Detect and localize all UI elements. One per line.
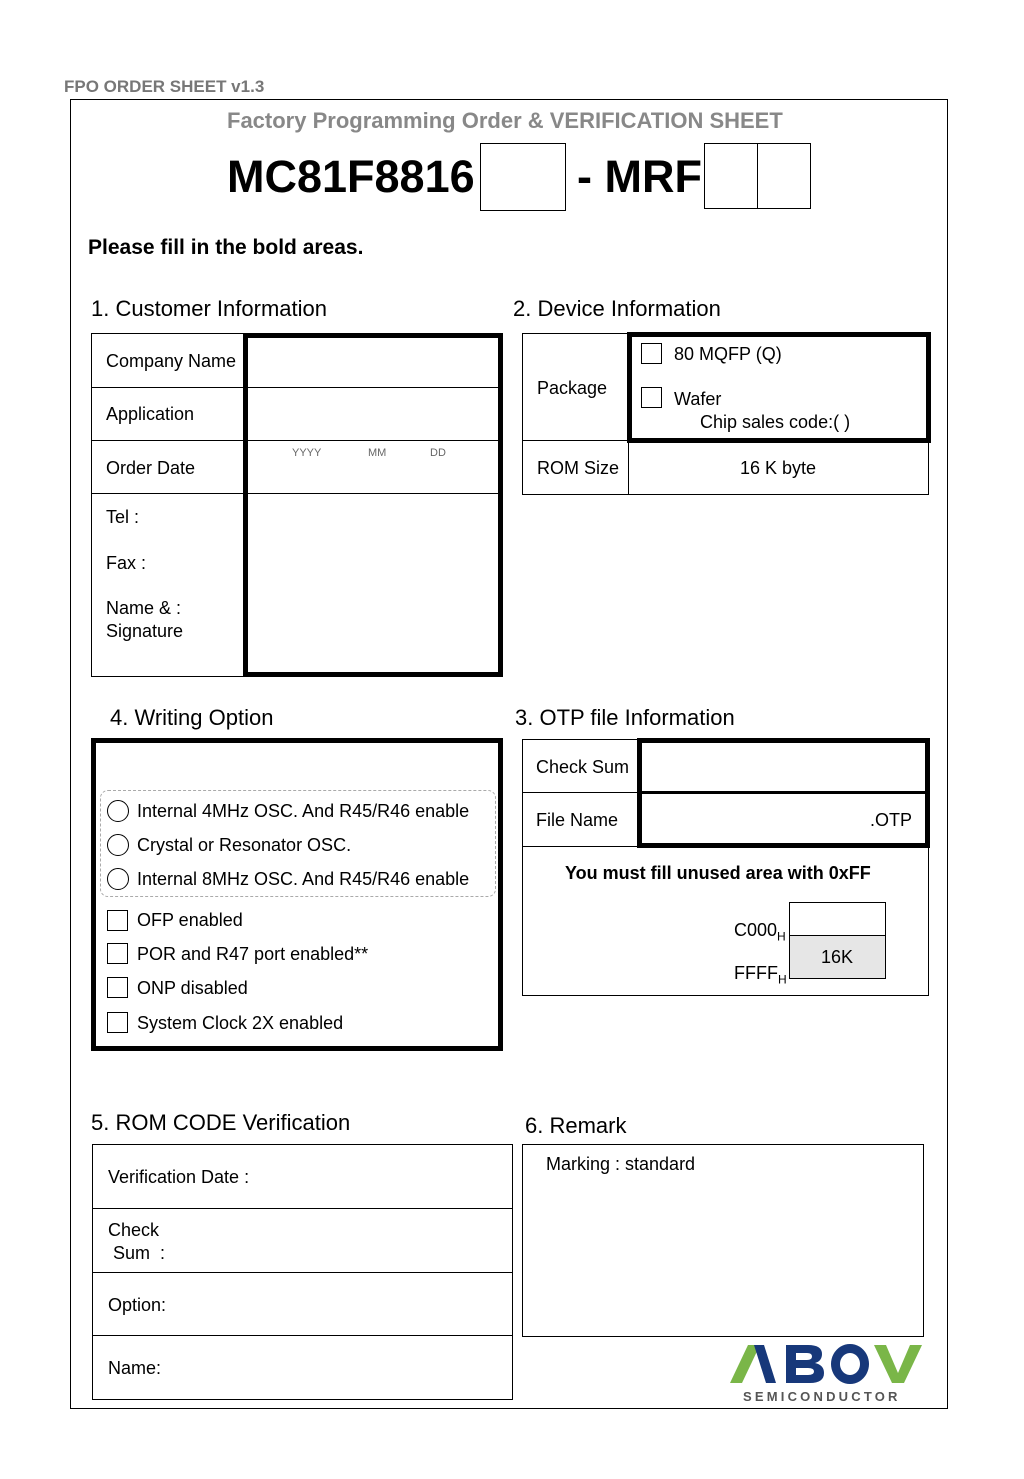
tel-label: Tel : [106, 507, 140, 527]
onp-checkbox[interactable] [107, 977, 128, 998]
verification-option-label: Option: [108, 1295, 167, 1315]
por-r47-checkbox[interactable] [107, 943, 128, 964]
verification-row-divider [92, 1208, 512, 1209]
application-label: Application [106, 404, 195, 424]
device-info-heading: 2. Device Information [513, 296, 721, 321]
abov-logo [728, 1343, 928, 1407]
verification-row-divider [92, 1335, 512, 1336]
part-option-box[interactable] [480, 143, 566, 211]
customer-info-heading: 1. Customer Information [91, 296, 327, 321]
package-wafer-label: Wafer [674, 389, 722, 409]
option-checkbox-label: OFP enabled [137, 910, 243, 930]
osc-radio-crystal[interactable] [107, 834, 129, 856]
date-hint-month: MM [368, 447, 387, 459]
verification-name-label: Name: [108, 1358, 162, 1378]
sheet-title: Factory Programming Order & VERIFICATION SHEET [227, 108, 783, 133]
verification-date-label: Verification Date : [108, 1167, 250, 1187]
part-number-prefix: MC81F8816 [227, 151, 475, 202]
rom-verification-heading: 5. ROM CODE Verification [91, 1110, 351, 1135]
osc-radio-internal-8mhz[interactable] [107, 868, 129, 890]
address-start: $C000_H$ [734, 920, 786, 944]
osc-option-label: Crystal or Resonator OSC. [137, 835, 352, 855]
verification-sum-label: Sum : [108, 1243, 166, 1263]
osc-option-label: Internal 8MHz OSC. And R45/R46 enable [137, 869, 470, 889]
fill-instruction: Please fill in the bold areas. [88, 236, 364, 259]
logo-subtitle: SEMICONDUCTOR [743, 1389, 901, 1404]
mrf-code-box-2[interactable] [757, 143, 811, 209]
mrf-code-box-1[interactable] [704, 143, 758, 209]
file-extension: .OTP [870, 810, 913, 830]
ofp-checkbox[interactable] [107, 910, 128, 931]
logo-brand-text [728, 1343, 731, 1344]
system-clock-2x-checkbox[interactable] [107, 1012, 128, 1033]
fax-label: Fax : [106, 553, 147, 573]
check-sum-label: Check Sum [536, 757, 630, 777]
package-mqfp-label: 80 MQFP (Q) [674, 344, 782, 364]
part-number-suffix: - MRF [577, 151, 702, 202]
memory-map-empty [789, 902, 886, 936]
package-wafer-checkbox[interactable] [641, 387, 662, 408]
remark-heading: 6. Remark [525, 1113, 627, 1138]
otp-fill-divider [637, 791, 929, 794]
date-hint-day: DD [430, 447, 446, 459]
verification-check-label: Check [108, 1220, 160, 1240]
writing-option-heading: 4. Writing Option [110, 705, 274, 730]
osc-option-label: Internal 4MHz OSC. And R45/R46 enable [137, 801, 470, 821]
customer-fill-area[interactable] [243, 333, 503, 677]
remark-marking: Marking : standard [546, 1154, 696, 1174]
option-checkbox-label: ONP disabled [137, 978, 248, 998]
rom-size-label: ROM Size [537, 458, 620, 478]
package-mqfp-checkbox[interactable] [641, 343, 662, 364]
file-name-label: File Name [536, 810, 619, 830]
rom-size-value: 16 K byte [740, 458, 817, 478]
sheet-version: FPO ORDER SHEET v1.3 [64, 77, 265, 96]
order-date-label: Order Date [106, 458, 196, 478]
memory-block-label: 16K [821, 947, 854, 967]
otp-info-heading: 3. OTP file Information [515, 705, 735, 730]
option-checkbox-label: POR and R47 port enabled** [137, 944, 369, 964]
date-hint-year: YYYY [292, 447, 322, 459]
otp-label-divider [522, 792, 638, 793]
chip-sales-code-label: Chip sales code:( ) [700, 412, 851, 432]
verification-row-divider [92, 1272, 512, 1273]
address-end: $FFFF_H$ [734, 963, 787, 987]
name-signature-label-2: Signature [106, 621, 184, 641]
osc-radio-internal-4mhz[interactable] [107, 800, 129, 822]
name-signature-label: Name & : [106, 598, 182, 618]
fill-unused-note: You must fill unused area with 0xFF [565, 863, 871, 883]
package-label: Package [537, 378, 608, 398]
option-checkbox-label: System Clock 2X enabled [137, 1013, 344, 1033]
company-name-label: Company Name [106, 351, 237, 371]
